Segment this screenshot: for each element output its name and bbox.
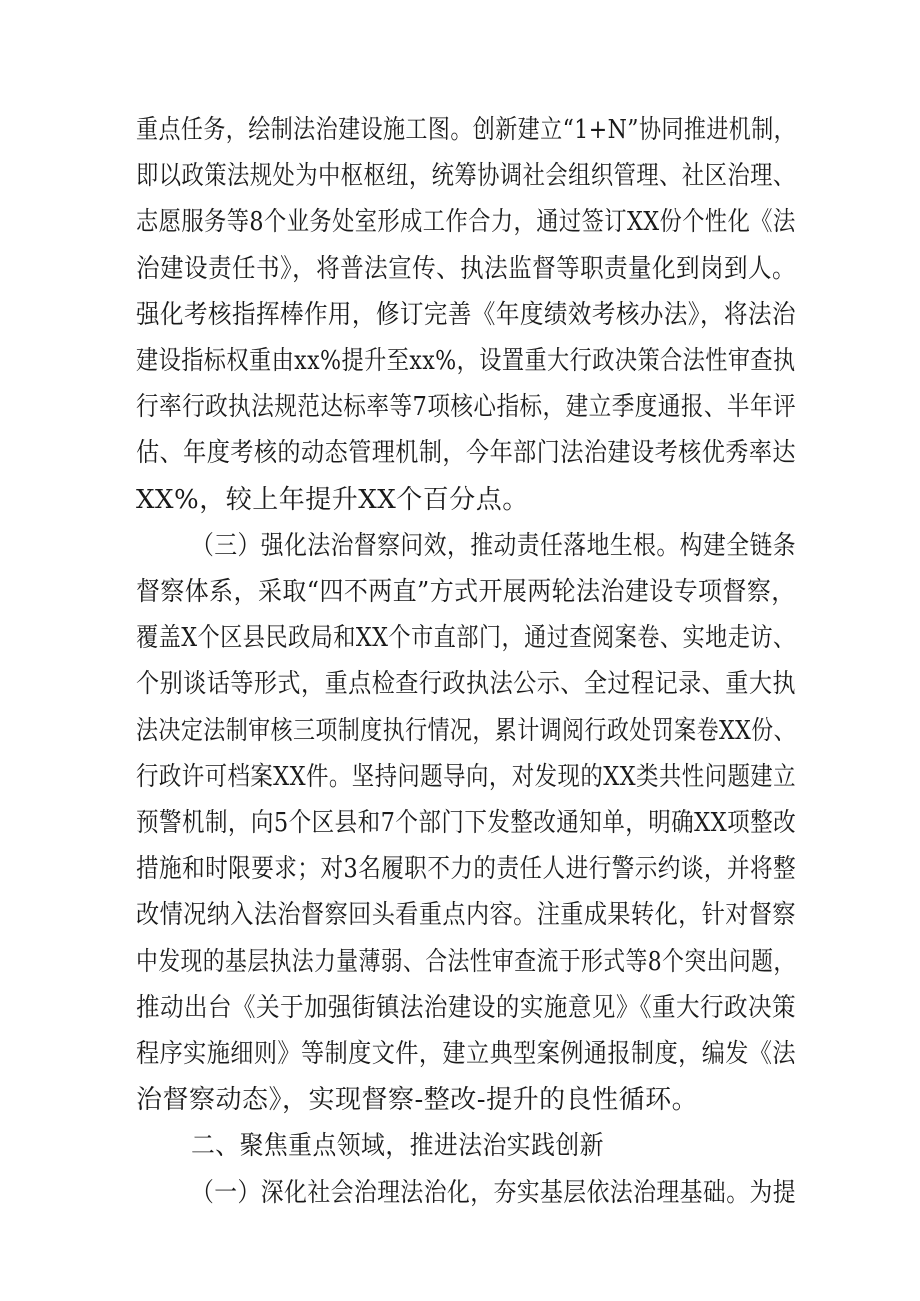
paragraph-line: 改情况纳入法治督察回头看重点内容。注重成果转化，针对督察 bbox=[136, 900, 797, 931]
paragraph-line: 中发现的基层执法力量薄弱、合法性审查流于形式等8个突出问题， bbox=[136, 946, 796, 977]
paragraph-line: 程序实施细则》等制度文件，建立典型案例通报制度，编发《法 bbox=[136, 1039, 797, 1069]
paragraph-line: 重点任务，绘制法治建设施工图。创新建立“1+N”协同推进机制， bbox=[136, 115, 797, 145]
paragraph-line: 估、年度考核的动态管理机制，今年部门法治建设考核优秀率达 bbox=[136, 438, 797, 469]
paragraph-line: XX%，较上年提升XX个百分点。 bbox=[136, 484, 529, 515]
paragraph-line: 法决定法制审核三项制度执行情况，累计调阅行政处罚案卷XX份、 bbox=[136, 715, 797, 746]
paragraph-line: 行率行政执法规范达标率等7项核心指标，建立季度通报、半年评 bbox=[136, 392, 797, 423]
paragraph-line: 建设指标权重由xx%提升至xx%，设置重大行政决策合法性审查执 bbox=[136, 346, 796, 376]
paragraph-first-line: （三）强化法治督察问效，推动责任落地生根。构建全链条 bbox=[191, 530, 797, 561]
paragraph-line: 措施和时限要求；对3名履职不力的责任人进行警示约谈，并将整 bbox=[136, 854, 797, 885]
paragraph-line: 行政许可档案XX件。坚持问题导向，对发现的XX类共性问题建立 bbox=[136, 761, 797, 792]
paragraph-first-line: 二、聚焦重点领域，推进法治实践创新 bbox=[191, 1131, 604, 1162]
paragraph-line: 治建设责任书》，将普法宣传、执法监督等职责量化到岗到人。 bbox=[136, 253, 797, 284]
paragraph-line: 个别谈话等形式，重点检查行政执法公示、全过程记录、重大执 bbox=[136, 669, 797, 700]
paragraph-first-line: （一）深化社会治理法治化，夯实基层依法治理基础。为提 bbox=[191, 1177, 797, 1208]
paragraph-line: 志愿服务等8个业务处室形成工作合力，通过签订XX份个性化《法 bbox=[136, 207, 796, 238]
paragraph-line: 督察体系，采取“四不两直”方式开展两轮法治建设专项督察， bbox=[136, 577, 796, 607]
paragraph-line: 即以政策法规处为中枢枢纽，统筹协调社会组织管理、社区治理、 bbox=[136, 161, 796, 192]
paragraph-line: 治督察动态》，实现督察-整改-提升的良性循环。 bbox=[136, 1085, 699, 1116]
paragraph-line: 覆盖X个区县民政局和XX个市直部门，通过查阅案卷、实地走访、 bbox=[136, 623, 796, 654]
paragraph-line: 预警机制，向5个区县和7个部门下发整改通知单，明确XX项整改 bbox=[136, 808, 797, 838]
paragraph-line: 强化考核指挥棒作用，修订完善《年度绩效考核办法》，将法治 bbox=[136, 299, 797, 330]
paragraph-line: 推动出台《关于加强街镇法治建设的实施意见》《重大行政决策 bbox=[136, 992, 797, 1023]
